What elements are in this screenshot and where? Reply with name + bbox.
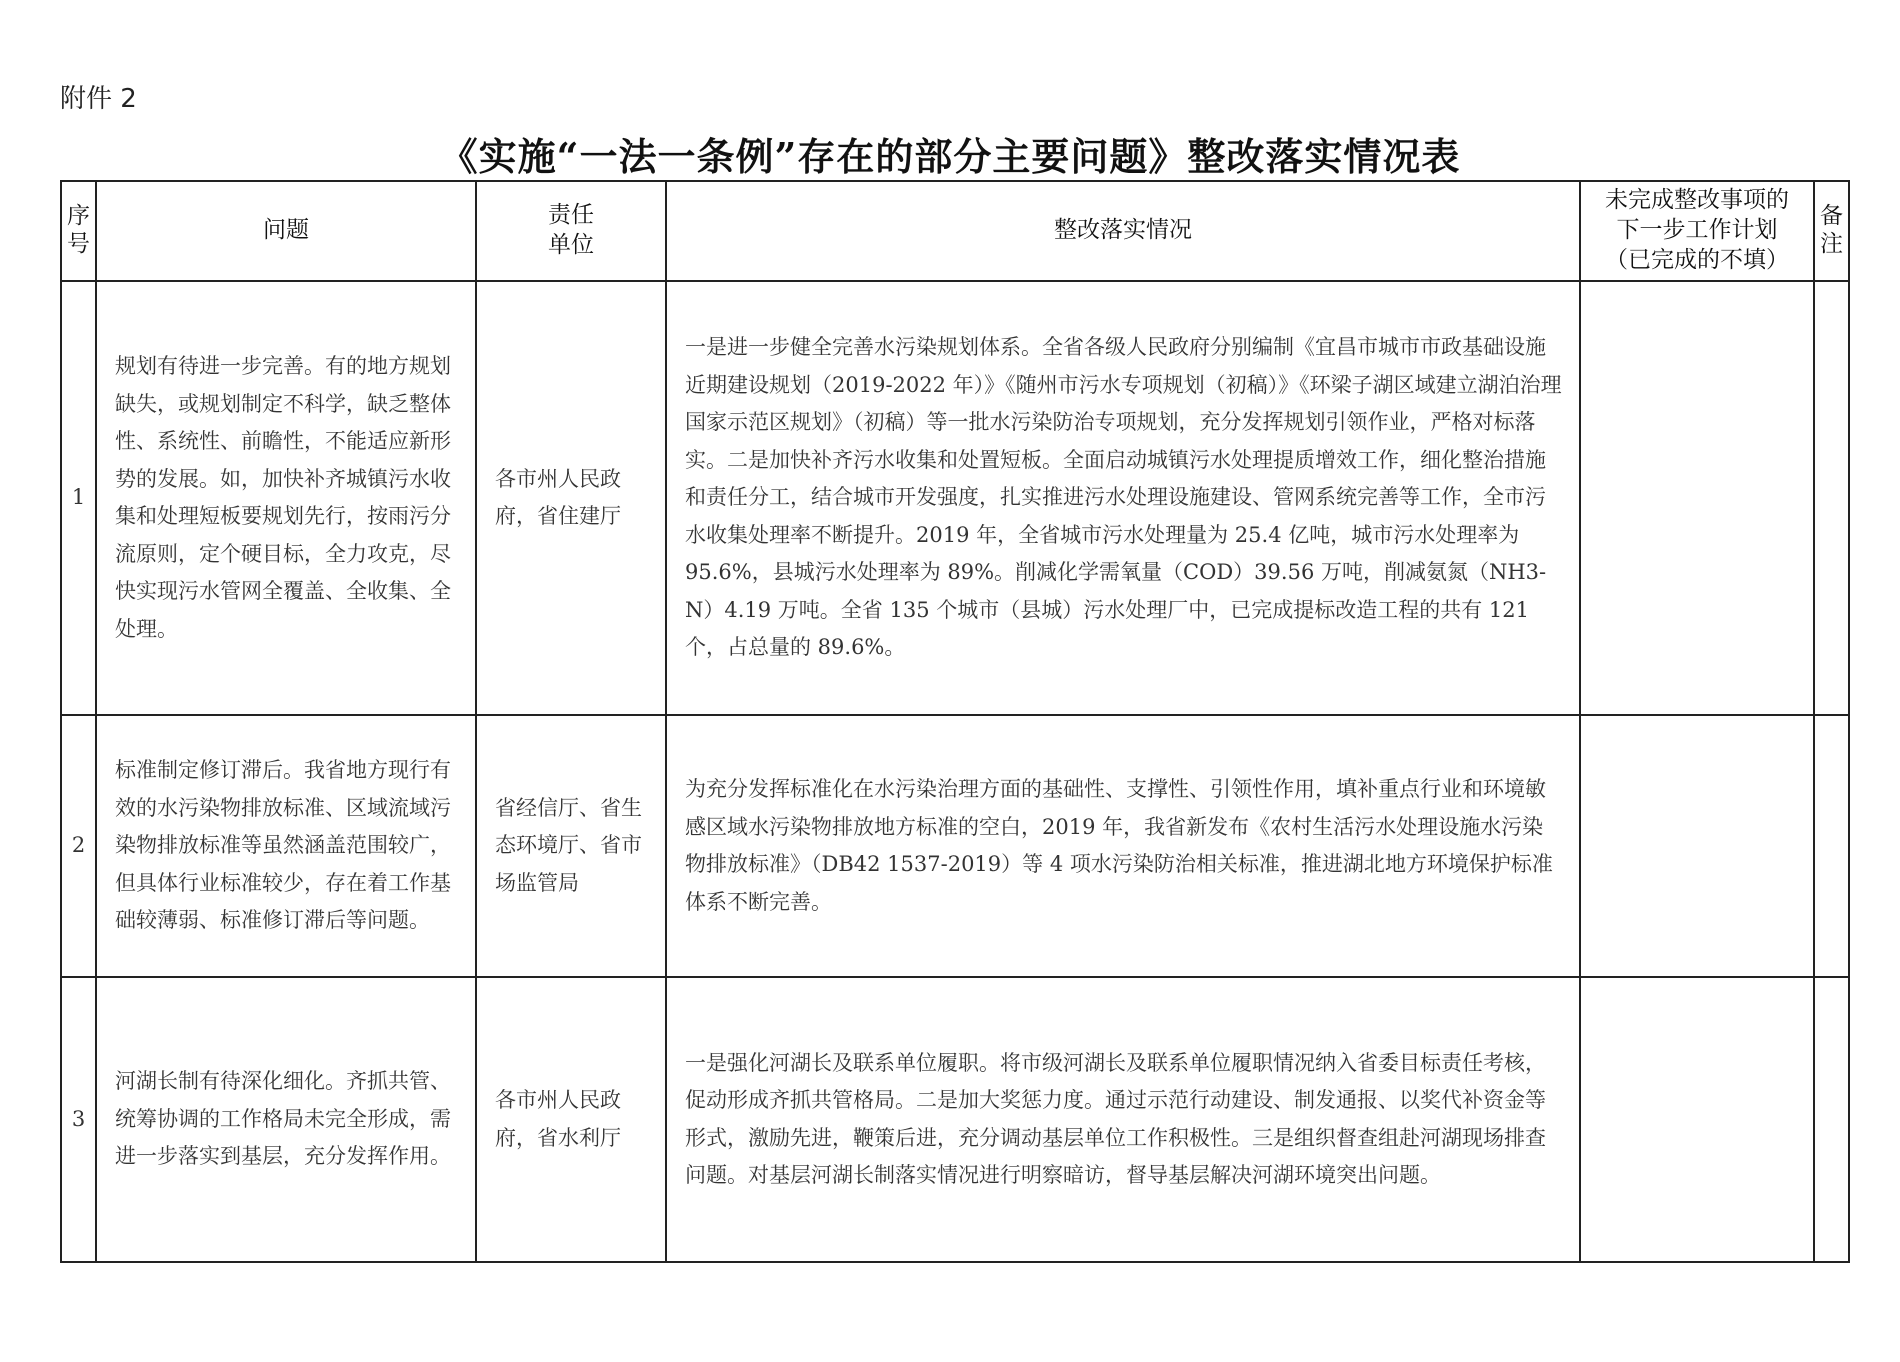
cell-no: 3 — [61, 977, 96, 1262]
header-plan — [1580, 181, 1814, 281]
cell-status: 一是进一步健全完善水污染规划体系。全省各级人民政府分别编制《宜昌市城市市政基础设施近期建设规划（2019-2022 年）》《随州市污水专项规划（初稿）》《环梁子湖区域建立湖泊治理国家示范区规划》（初稿）等一批水污染防治专项规划，充分发挥规划引领作业，严格对标落实。二是加快补齐污水收集和处置短板。全面启动城镇污水处理提质增效工作，细化整治措施和责任分工，结合城市开发强度，扎实推进污水处理设施建设、管网系统完善等工作，全市污水收集处理率不断提升。2019 年，全省城市污水处理量为 25.4 亿吨，城市污水处理率为 95.6%，县城污水处理率为 89%。削减化学需氧量（COD）39.56 万吨，削减氨氮（NH3-N）4.19 万吨。全省 135 个城市（县城）污水处理厂中，已完成提标改造工程的共有 121 个，占总量的 89.6%。 — [666, 281, 1580, 715]
header-remark-char-1: 备 — [1820, 203, 1843, 230]
header-unit-line-1: 责任 — [548, 202, 594, 229]
header-plan-line-2: 下一步工作计划 — [1616, 217, 1778, 244]
cell-unit: 省经信厅、省生态环境厅、省市场监管局 — [476, 715, 666, 977]
cell-unit: 各市州人民政府，省水利厅 — [476, 977, 666, 1262]
cell-status: 一是强化河湖长及联系单位履职。将市级河湖长及联系单位履职情况纳入省委目标责任考核，促动形成齐抓共管格局。二是加大奖惩力度。通过示范行动建设、制发通报、以奖代补资金等形式，激励先进，鞭策后进，充分调动基层单位工作积极性。三是组织督查组赴河湖现场排查问题。对基层河湖长制落实情况进行明察暗访，督导基层解决河湖环境突出问题。 — [666, 977, 1580, 1262]
cell-plan — [1580, 977, 1814, 1262]
cell-remark — [1814, 977, 1849, 1262]
table-row — [61, 281, 1849, 715]
cell-remark — [1814, 715, 1849, 977]
header-unit — [476, 181, 666, 281]
header-plan-line-1: 未完成整改事项的 — [1605, 187, 1789, 214]
header-remark-char-2: 注 — [1820, 231, 1843, 257]
cell-no: 1 — [61, 281, 96, 715]
cell-plan — [1580, 281, 1814, 715]
header-plan-line-3: （已完成的不填） — [1605, 246, 1789, 273]
cell-status: 为充分发挥标准化在水污染治理方面的基础性、支撑性、引领性作用，填补重点行业和环境敏感区域水污染物排放地方标准的空白，2019 年，我省新发布《农村生活污水处理设施水污染物排放标准》（DB42 1537-2019）等 4 项水污染防治相关标准，推进湖北地方环境保护标准体系不断完善。 — [666, 715, 1580, 977]
cell-unit: 各市州人民政府，省住建厅 — [476, 281, 666, 715]
header-issue: 问题 — [96, 181, 476, 281]
attachment-label: 附件 2 — [60, 84, 137, 114]
rectification-table — [60, 180, 1850, 1263]
cell-no: 2 — [61, 715, 96, 977]
table-header-row — [61, 181, 1849, 281]
header-unit-line-2: 单位 — [548, 232, 594, 258]
cell-issue: 河湖长制有待深化细化。齐抓共管、统筹协调的工作格局未完全形成，需进一步落实到基层，充分发挥作用。 — [96, 977, 476, 1262]
header-status: 整改落实情况 — [666, 181, 1580, 281]
cell-issue: 标准制定修订滞后。我省地方现行有效的水污染物排放标准、区域流域污染物排放标准等虽然涵盖范围较广，但具体行业标准较少，存在着工作基础较薄弱、标准修订滞后等问题。 — [96, 715, 476, 977]
header-no-char-1: 序 — [67, 203, 90, 230]
cell-plan — [1580, 715, 1814, 977]
document-title: 《实施“一法一条例”存在的部分主要问题》整改落实情况表 — [439, 134, 1461, 179]
header-remark — [1814, 181, 1849, 281]
table-row — [61, 977, 1849, 1262]
header-no — [61, 181, 96, 281]
cell-issue: 规划有待进一步完善。有的地方规划缺失，或规划制定不科学，缺乏整体性、系统性、前瞻性，不能适应新形势的发展。如，加快补齐城镇污水收集和处理短板要规划先行，按雨污分流原则，定个硬目标，全力攻克，尽快实现污水管网全覆盖、全收集、全处理。 — [96, 281, 476, 715]
rectification-table-container — [60, 180, 1848, 1263]
header-no-char-2: 号 — [67, 231, 90, 257]
cell-remark — [1814, 281, 1849, 715]
table-row — [61, 715, 1849, 977]
